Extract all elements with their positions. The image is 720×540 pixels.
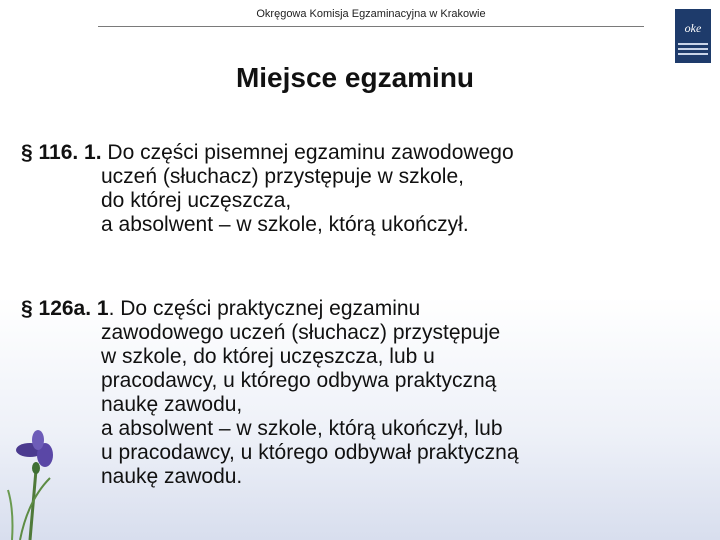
oke-logo: [675, 9, 711, 63]
paragraph-line: zawodowego uczeń (słuchacz) przystępuje: [101, 321, 501, 344]
paragraph-text: Do części pisemnej egzaminu zawodowego: [101, 141, 514, 164]
paragraph-line: naukę zawodu,: [101, 393, 243, 416]
paragraph-text: . Do części praktycznej egzaminu: [108, 297, 421, 320]
paragraph-116: [21, 141, 514, 237]
paragraph-lead: § 116. 1.: [21, 141, 102, 164]
paragraph-line: uczeń (słuchacz) przystępuje w szkole,: [101, 165, 464, 188]
paragraph-line: w szkole, do której uczęszcza, lub u: [101, 345, 435, 368]
logo-stripe: [678, 53, 708, 55]
slide-title: Miejsce egzaminu: [235, 62, 475, 93]
flower-bud: [32, 462, 40, 474]
paragraph-line: [21, 141, 514, 165]
paragraph-line: a absolwent – w szkole, którą ukończył, lub: [101, 417, 503, 440]
paragraph-line: pracodawcy, u którego odbywa praktyczną: [101, 369, 497, 392]
paragraph-126a: [21, 297, 519, 489]
paragraph-lead: § 126a. 1: [21, 297, 109, 320]
paragraph-line: naukę zawodu.: [101, 465, 243, 488]
logo-stripe: [678, 43, 708, 45]
paragraph-line: [21, 297, 519, 321]
flower-petal: [32, 430, 44, 450]
paragraph-line: a absolwent – w szkole, którą ukończył.: [101, 213, 469, 236]
header-organization: Okręgowa Komisja Egzaminacyjna w Krakowie: [256, 8, 486, 20]
logo-text: oke: [684, 21, 702, 35]
header-divider: [98, 26, 644, 27]
paragraph-line: u pracodawcy, u którego odbywał praktyczną: [101, 441, 519, 464]
iris-flower-decoration: [0, 400, 80, 540]
logo-stripe: [678, 48, 708, 50]
paragraph-line: do której uczęszcza,: [101, 189, 292, 212]
flower-leaf: [8, 490, 13, 540]
